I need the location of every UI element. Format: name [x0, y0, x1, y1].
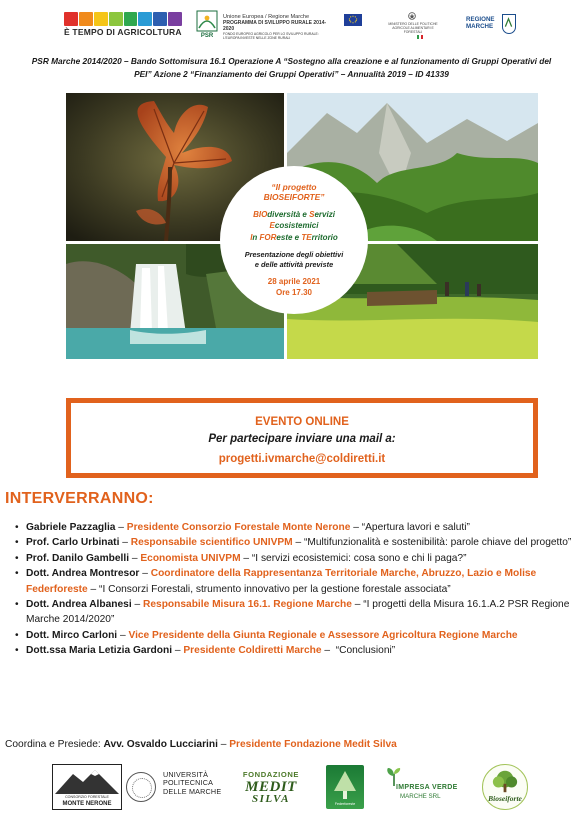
univpm-logo	[126, 768, 236, 808]
fondazione-line3: SILVA	[251, 793, 291, 805]
tempo-logo-text: È TEMPO DI AGRICOLTURA	[64, 27, 182, 37]
speaker-talk: “I progetti della Misura 16.1.A.2 PSR Regione Marche 2014/2020”	[26, 599, 570, 626]
univ-line3: DELLE MARCHE	[163, 786, 222, 796]
evento-title: EVENTO ONLINE	[255, 416, 349, 428]
bullet-icon: •	[15, 645, 19, 657]
impresa-line2: MARCHE SRL	[400, 793, 441, 800]
interverranno-heading: INTERVERRANNO:	[5, 490, 154, 507]
presentation-text	[245, 250, 344, 270]
speaker-item: • Dott.ssa Maria Letizia Gardoni – Presidente Coldiretti Marche – “Conclusioni”	[14, 643, 579, 658]
ministero-logo	[384, 12, 442, 38]
fondazione-line2: MEDIT	[245, 779, 297, 795]
speaker-item: • Dott. Andrea Albanesi – Responsabile Misura 16.1. Regione Marche – “I progetti della Misura 16.1.A.2 PSR Regione Marche 2014/2020”	[15, 599, 570, 626]
bullet-icon: •	[15, 552, 19, 564]
bullet-icon: •	[15, 537, 19, 549]
impresa-verde-logo	[382, 766, 468, 808]
impresa-line1: IMPRESA VERDE	[396, 784, 458, 791]
top-logo-strip	[0, 8, 583, 42]
fondazione-line1: FONDAZIONE	[242, 770, 300, 779]
federforeste-text: Federforeste	[334, 802, 356, 806]
speaker-name: Prof. Danilo Gambelli	[26, 552, 130, 564]
speaker-name: Dott. Andrea Montresor	[26, 568, 140, 580]
ue-regione-marche-text	[223, 14, 328, 40]
speaker-role: Coordinatore della Rappresentanza Territoriale Marche, Abruzzo, Lazio e Molise Federforeste	[26, 568, 537, 595]
speakers-list	[14, 520, 579, 659]
bioseiforte-logo	[482, 764, 528, 810]
evento-online-box	[66, 398, 538, 478]
presentation-line1: Presentazione degli obiettivi	[244, 250, 344, 260]
event-date-time: Ore 17.30	[275, 288, 312, 298]
psr-bando-header: PSR Marche 2014/2020 – Bando Sottomisura 16.1 Operazione A “Sostegno alla creazione e al funzionamento di Gruppi Operativi del PEI” Azione 2 “Finanziamento dei Gruppi Operativi” – Annualità 2019 – ID 41339	[31, 56, 552, 79]
sprout-icon	[384, 766, 404, 786]
regione-shield-icon	[502, 14, 516, 34]
project-circle	[220, 166, 368, 314]
bullet-icon: •	[15, 568, 19, 580]
evento-subtitle: Per partecipare inviare una mail a:	[208, 433, 396, 445]
regione-marche-logo	[466, 14, 516, 36]
evento-email-link[interactable]: progetti.ivmarche@coldiretti.it	[218, 453, 386, 465]
bullet-icon: •	[15, 629, 19, 641]
speaker-name: Dott. Mirco Carloni	[26, 629, 118, 641]
speaker-talk: “Conclusioni”	[335, 645, 396, 657]
ue-line1: Unione Europea / Regione Marche	[223, 14, 310, 20]
project-title-line2: BIOSEIFORTE”	[263, 191, 325, 202]
speaker-role: Responsabile scientifico UNIVPM	[130, 537, 293, 549]
fondazione-medit-silva-logo	[236, 770, 306, 808]
speaker-item: • Prof. Danilo Gambelli – Economista UNIVPM – “I servizi ecosistemici: cosa sono e chi li paga?”	[14, 551, 579, 566]
federforeste-logo	[326, 765, 364, 809]
speaker-name: Dott.ssa Maria Letizia Gardoni	[26, 645, 173, 657]
speaker-role: Economista UNIVPM	[140, 552, 241, 564]
bioseiforte-text: Bioseiforte	[488, 794, 522, 803]
event-date-day: 28 aprile 2021	[267, 277, 321, 287]
coordina-line: Coordina e Presiede: Avv. Osvaldo Lucciarini – Presidente Fondazione Medit Silva	[5, 739, 397, 750]
ministero-emblem-icon	[406, 12, 418, 20]
bullet-icon: •	[15, 599, 19, 611]
speaker-talk: “Apertura lavori e saluti”	[361, 522, 470, 533]
speaker-talk: “I servizi ecosistemici: cosa sono e chi li paga?”	[251, 552, 467, 564]
speaker-item: • Gabriele Pazzaglia – Presidente Consorzio Forestale Monte Nerone – “Apertura lavori e saluti”	[14, 520, 579, 535]
psr-badge-text: PSR	[200, 33, 214, 38]
coordina-label: Coordina e Presiede:	[5, 739, 104, 750]
event-date	[268, 276, 320, 298]
acronym-line1: BIOdiversità e Servizi	[253, 209, 335, 219]
mountain-icon	[55, 768, 119, 794]
presentation-line2: e delle attività previste	[254, 260, 334, 270]
coordina-name: Avv. Osvaldo Lucciarini	[103, 739, 218, 750]
speaker-role: Vice Presidente della Giunta Regionale e Assessore Agricoltura Regione Marche	[128, 629, 518, 641]
project-title	[264, 182, 325, 202]
acronym-line3: In FOReste e TErritorio	[250, 232, 338, 242]
ministero-text: MINISTERO DELLE POLITICHE AGRICOLE ALIMENTARI E FORESTALI	[388, 22, 438, 34]
project-title-line1: “Il progetto	[271, 181, 317, 192]
consorzio-line2: MONTE NERONE	[62, 801, 112, 807]
bioseiforte-tree-icon	[483, 767, 527, 795]
speaker-name: Prof. Carlo Urbinati	[26, 537, 120, 549]
speaker-role: Responsabile Misura 16.1. Regione Marche	[143, 599, 352, 611]
speaker-item: • Dott. Mirco Carloni – Vice Presidente della Giunta Regionale e Assessore Agricoltura Regione Marche	[14, 628, 579, 643]
ue-line2: PROGRAMMA DI SVILUPPO RURALE 2014-2020	[223, 20, 327, 32]
bottom-logo-strip	[0, 760, 583, 816]
project-acronym	[250, 209, 338, 244]
ue-line3: FONDO EUROPEO AGRICOLO PER LO SVILUPPO RURALE: L'EUROPA INVESTE NELLE ZONE RURALI	[223, 32, 319, 40]
regione-marche-text: REGIONE MARCHE	[466, 16, 495, 30]
coordina-role: Presidente Fondazione Medit Silva	[229, 739, 397, 750]
eu-flag-icon	[344, 14, 362, 26]
speaker-item: • Dott. Andrea Montresor – Coordinatore della Rappresentanza Territoriale Marche, Abruzzo, Lazio e Molise Federforeste – “I Consorzi Forestali, strumento innovativo per la gestione forestale associata”	[15, 568, 537, 595]
speaker-role: Presidente Coldiretti Marche	[183, 645, 322, 657]
speaker-talk: “I Consorzi Forestali, strumento innovativo per la gestione forestale associata”	[99, 583, 451, 595]
acronym-line2: Ecosistemici	[269, 221, 319, 231]
speaker-role: Presidente Consorzio Forestale Monte Nerone	[126, 522, 351, 533]
tempo-di-agricoltura-logo	[64, 12, 182, 38]
univpm-seal-icon	[126, 772, 156, 802]
consorzio-monte-nerone-logo	[52, 764, 122, 810]
photo-collage	[66, 93, 538, 359]
bullet-icon: •	[15, 522, 19, 533]
italy-flag-icon	[417, 35, 423, 39]
univ-line1: UNIVERSITÀ	[163, 770, 209, 779]
univ-line2: POLITECNICA	[163, 778, 214, 788]
speaker-name: Dott. Andrea Albanesi	[26, 599, 132, 611]
speaker-talk: “Multifunzionalità e sostenibilità: parole chiave del progetto”	[303, 537, 572, 549]
speaker-item: • Prof. Carlo Urbinati – Responsabile scientifico UNIVPM – “Multifunzionalità e sostenibilità: parole chiave del progetto”	[14, 535, 579, 550]
univpm-text	[163, 771, 221, 796]
speaker-name: Gabriele Pazzaglia	[26, 522, 116, 533]
psr-logo	[196, 10, 218, 38]
consorzio-line1: CONSORZIO FORESTALE	[65, 795, 109, 799]
